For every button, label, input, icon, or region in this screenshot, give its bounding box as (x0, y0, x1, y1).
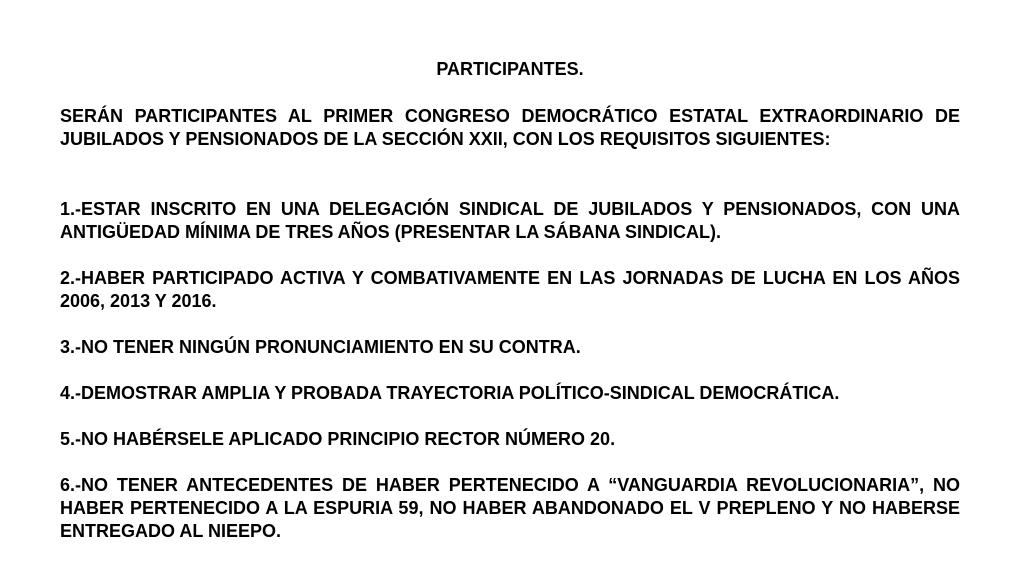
requirement-3: 3.-NO TENER NINGÚN PRONUNCIAMIENTO EN SU CONTRA. (60, 337, 581, 357)
requirement-4: 4.-DEMOSTRAR AMPLIA Y PROBADA TRAYECTORIA POLÍTICO-SINDICAL DEMOCRÁTICA. (60, 383, 840, 403)
document-title: PARTICIPANTES. (436, 59, 584, 79)
requirements-list (60, 198, 960, 543)
document-page (60, 58, 960, 543)
requirement-6: 6.-NO TENER ANTECEDENTES DE HABER PERTENECIDO A “VANGUARDIA REVOLUCIONARIA”, NO HABER PERTENECIDO A LA ESPURIA 59, NO HABER ABANDONADO EL V PREPLENO Y NO HABERSE ENTREGADO AL NIEEPO. (60, 475, 960, 541)
intro-paragraph: SERÁN PARTICIPANTES AL PRIMER CONGRESO DEMOCRÁTICO ESTATAL EXTRAORDINARIO DE JUBILADOS Y PENSIONADOS DE LA SECCIÓN XXII, CON LOS REQUISITOS SIGUIENTES: (60, 106, 960, 149)
requirement-1: 1.-ESTAR INSCRITO EN UNA DELEGACIÓN SINDICAL DE JUBILADOS Y PENSIONADOS, CON UNA ANTIGÜEDAD MÍNIMA DE TRES AÑOS (PRESENTAR LA SÁBANA SINDICAL). (60, 199, 960, 242)
requirement-2: 2.-HABER PARTICIPADO ACTIVA Y COMBATIVAMENTE EN LAS JORNADAS DE LUCHA EN LOS AÑOS 2006, 2013 Y 2016. (60, 268, 960, 311)
requirement-5: 5.-NO HABÉRSELE APLICADO PRINCIPIO RECTOR NÚMERO 20. (60, 429, 616, 449)
